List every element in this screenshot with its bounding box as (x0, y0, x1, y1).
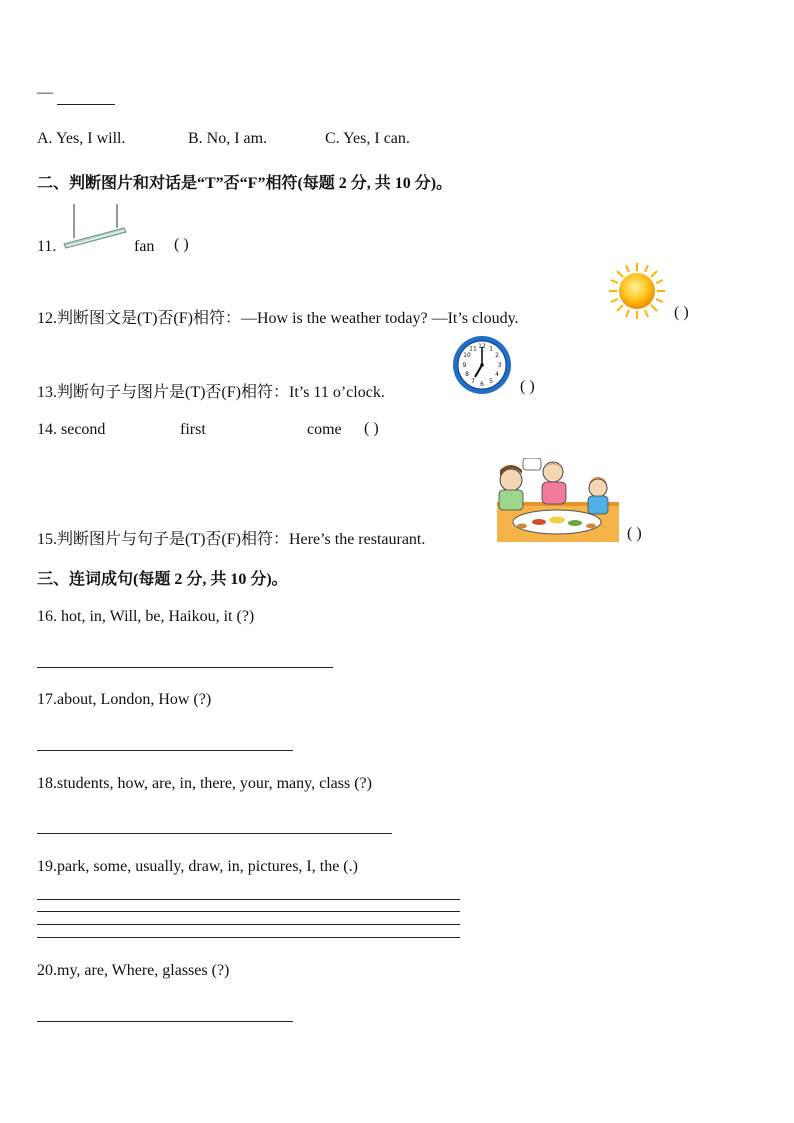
clock-num-9: 9 (462, 362, 467, 369)
clock-num-8: 8 (465, 371, 469, 378)
option-b: B. No, I am. (188, 130, 268, 147)
q12-text: 12.判断图文是(T)否(F)相符：—How is the weather today? —It’s cloudy. (37, 310, 519, 327)
answer-line-q19-2[interactable] (37, 911, 460, 912)
q12-answer-paren[interactable]: ( ) (674, 304, 689, 321)
q14-word-second: second (61, 421, 106, 438)
answer-line-q20[interactable] (37, 1021, 293, 1022)
section2-heading: 二、判断图片和对话是“T”否“F”相符(每题 2 分, 共 10 分)。 (37, 175, 453, 192)
answer-line-q17[interactable] (37, 750, 293, 751)
option-a: A. Yes, I will. (37, 130, 126, 147)
answer-line-q18[interactable] (37, 833, 392, 834)
q14-number: 14. (37, 421, 57, 438)
clock-num-3: 3 (497, 362, 502, 369)
clock-num-6: 6 (480, 381, 484, 388)
clock-num-4: 4 (495, 371, 499, 378)
q18-text: 18.students, how, are, in, there, your, many, class (?) (37, 775, 372, 792)
sun-icon (608, 262, 666, 320)
top-dash: — (37, 84, 53, 101)
q13-text: 13.判断句子与图片是(T)否(F)相符：It’s 11 o’clock. (37, 384, 385, 401)
q16-text: 16. hot, in, Will, be, Haikou, it (?) (37, 608, 255, 625)
section3-heading: 三、连词成句(每题 2 分, 共 10 分)。 (37, 571, 288, 588)
clock-num-11: 11 (469, 345, 477, 353)
q14-word-first: first (180, 421, 206, 438)
q15-answer-paren[interactable]: ( ) (627, 525, 642, 542)
answer-line-q16[interactable] (37, 667, 333, 668)
q17-text: 17.about, London, How (?) (37, 691, 212, 708)
answer-line-q19-4[interactable] (37, 937, 460, 938)
q15-text: 15.判断图片与句子是(T)否(F)相符：Here’s the restaurant. (37, 531, 426, 548)
q11-number: 11. (37, 238, 57, 255)
clock-num-1: 1 (489, 345, 493, 353)
clock-icon (452, 335, 512, 395)
clock-num-12: 12 (478, 343, 486, 350)
clock-num-7: 7 (471, 378, 475, 385)
option-c: C. Yes, I can. (325, 130, 410, 147)
answer-line-q19-1[interactable] (37, 899, 460, 900)
clock-num-2: 2 (495, 352, 499, 359)
clock-num-5: 5 (489, 378, 493, 385)
restaurant-family-illustration (497, 458, 619, 542)
q13-answer-paren[interactable]: ( ) (520, 378, 535, 395)
q14-word-come: come (307, 421, 342, 438)
q20-text: 20.my, are, Where, glasses (?) (37, 962, 230, 979)
q19-text: 19.park, some, usually, draw, in, pictures, I, the (.) (37, 858, 358, 875)
q11-word: fan (134, 238, 155, 255)
q14-answer-paren[interactable]: ( ) (364, 420, 379, 437)
q11-answer-paren[interactable]: ( ) (174, 236, 189, 253)
answer-blank-q10 (57, 104, 115, 105)
tube-light-icon (60, 202, 130, 252)
answer-line-q19-3[interactable] (37, 924, 460, 925)
clock-num-10: 10 (463, 352, 471, 359)
